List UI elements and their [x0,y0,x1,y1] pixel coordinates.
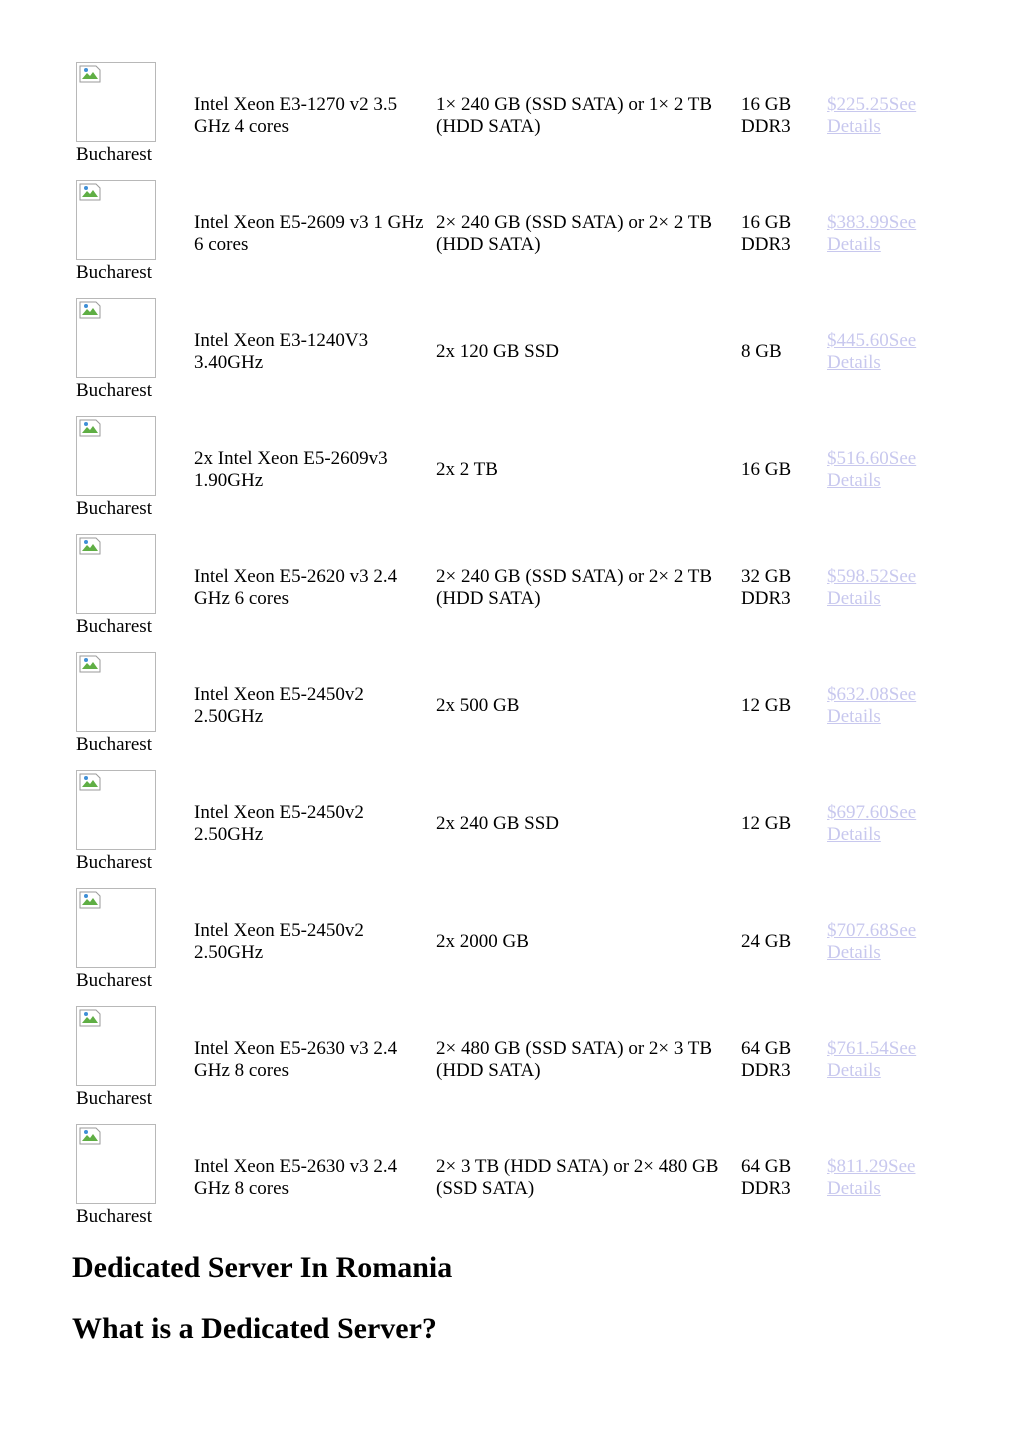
server-price-cell [827,412,937,528]
server-storage: 2x 2 TB [436,458,498,480]
server-ram: 64 GB DDR3 [741,1155,792,1199]
server-storage: 2x 2000 GB [436,930,529,952]
page-content [72,56,972,1347]
server-storage: 2x 120 GB SSD [436,340,559,362]
server-image-wrapper [72,884,190,1000]
see-details-label: See Details [827,329,917,373]
server-ram: 8 GB [741,340,782,362]
server-row [72,412,937,528]
server-image-cell [72,766,190,882]
see-details-label: See Details [827,919,917,963]
section-heading-what-is-dedicated-server: What is a Dedicated Server? [72,1312,437,1345]
server-row [72,176,937,292]
broken-image-icon [76,1124,156,1204]
server-price: $761.54 [827,1037,889,1059]
server-image-cell [72,530,190,646]
server-price: $707.68 [827,919,889,941]
see-details-label: See Details [827,683,917,727]
see-details-label: See Details [827,211,917,255]
server-location: Bucharest [76,852,152,873]
server-cpu: Intel Xeon E5-2620 v3 2.4 GHz 6 cores [194,565,398,609]
server-image-cell [72,412,190,528]
server-image-wrapper [72,648,190,764]
server-price: $811.29 [827,1155,889,1177]
server-price-cell [827,176,937,292]
server-price-cell [827,648,937,764]
server-row [72,766,937,882]
server-row [72,58,937,174]
server-cpu: Intel Xeon E5-2450v2 2.50GHz [194,683,364,727]
broken-image-icon [76,652,156,732]
server-image-cell [72,1120,190,1236]
server-location: Bucharest [76,734,152,755]
see-details-link[interactable] [827,920,916,964]
server-cpu: Intel Xeon E5-2630 v3 2.4 GHz 8 cores [194,1155,398,1199]
server-price: $225.25 [827,93,889,115]
see-details-label: See Details [827,801,917,845]
server-cpu: Intel Xeon E5-2609 v3 1 GHz 6 cores [194,211,424,255]
server-ram: 12 GB [741,694,792,716]
server-storage: 2x 500 GB [436,694,520,716]
server-location: Bucharest [76,262,152,283]
server-row [72,648,937,764]
server-price-cell [827,58,937,174]
server-price-cell [827,530,937,646]
broken-image-icon [76,180,156,260]
see-details-link[interactable] [827,448,916,492]
server-row [72,1002,937,1118]
section-heading-dedicated-server-romania: Dedicated Server In Romania [72,1251,453,1284]
server-storage: 2× 240 GB (SSD SATA) or 2× 2 TB (HDD SATA) [436,565,713,609]
server-cpu: Intel Xeon E5-2450v2 2.50GHz [194,919,364,963]
broken-image-icon [76,298,156,378]
server-storage: 2x 240 GB SSD [436,812,559,834]
server-price-cell [827,294,937,410]
server-price: $697.60 [827,801,889,823]
server-storage: 2× 480 GB (SSD SATA) or 2× 3 TB (HDD SATA) [436,1037,713,1081]
server-image-cell [72,1002,190,1118]
see-details-label: See Details [827,565,917,609]
server-cpu: Intel Xeon E5-2450v2 2.50GHz [194,801,364,845]
see-details-link[interactable] [827,566,916,610]
server-price: $445.60 [827,329,889,351]
broken-image-icon [76,770,156,850]
server-row [72,1120,937,1236]
server-ram: 16 GB DDR3 [741,93,792,137]
server-cpu: Intel Xeon E3-1270 v2 3.5 GHz 4 cores [194,93,398,137]
server-table-body [72,58,937,1236]
broken-image-icon [76,62,156,142]
server-cpu: Intel Xeon E5-2630 v3 2.4 GHz 8 cores [194,1037,398,1081]
server-price: $383.99 [827,211,889,233]
server-image-cell [72,294,190,410]
server-location: Bucharest [76,380,152,401]
server-location: Bucharest [76,1088,152,1109]
server-price: $598.52 [827,565,889,587]
server-image-cell [72,648,190,764]
server-ram: 64 GB DDR3 [741,1037,792,1081]
server-row [72,294,937,410]
see-details-label: See Details [827,1037,917,1081]
server-image-cell [72,176,190,292]
see-details-label: See Details [827,93,917,137]
server-storage: 1× 240 GB (SSD SATA) or 1× 2 TB (HDD SATA) [436,93,713,137]
see-details-link[interactable] [827,94,916,138]
see-details-link[interactable] [827,802,916,846]
see-details-link[interactable] [827,330,916,374]
server-image-wrapper [72,58,190,174]
server-image-wrapper [72,1120,190,1236]
server-storage: 2× 3 TB (HDD SATA) or 2× 480 GB (SSD SATA) [436,1155,719,1199]
see-details-link[interactable] [827,1038,916,1082]
see-details-link[interactable] [827,212,916,256]
server-price-cell [827,1002,937,1118]
broken-image-icon [76,1006,156,1086]
server-image-wrapper [72,294,190,410]
server-storage: 2× 240 GB (SSD SATA) or 2× 2 TB (HDD SATA) [436,211,713,255]
server-image-wrapper [72,530,190,646]
server-ram: 32 GB DDR3 [741,565,792,609]
broken-image-icon [76,416,156,496]
server-image-wrapper [72,766,190,882]
server-location: Bucharest [76,1206,152,1227]
see-details-label: See Details [827,447,917,491]
server-location: Bucharest [76,970,152,991]
server-ram: 16 GB [741,458,792,480]
server-ram: 16 GB DDR3 [741,211,792,255]
server-location: Bucharest [76,144,152,165]
server-price: $632.08 [827,683,889,705]
see-details-link[interactable] [827,1156,915,1200]
server-table [68,56,941,1238]
server-image-wrapper [72,1002,190,1118]
server-row [72,530,937,646]
server-price: $516.60 [827,447,889,469]
server-image-wrapper [72,412,190,528]
server-location: Bucharest [76,498,152,519]
server-row [72,884,937,1000]
see-details-link[interactable] [827,684,916,728]
server-image-wrapper [72,176,190,292]
server-price-cell [827,766,937,882]
server-location: Bucharest [76,616,152,637]
see-details-label: See Details [827,1155,916,1199]
server-image-cell [72,884,190,1000]
server-ram: 24 GB [741,930,792,952]
broken-image-icon [76,888,156,968]
broken-image-icon [76,534,156,614]
server-cpu: Intel Xeon E3-1240V3 3.40GHz [194,329,369,373]
server-cpu: 2x Intel Xeon E5-2609v3 1.90GHz [194,447,388,491]
server-image-cell [72,58,190,174]
server-ram: 12 GB [741,812,792,834]
server-price-cell [827,884,937,1000]
server-price-cell [827,1120,937,1236]
